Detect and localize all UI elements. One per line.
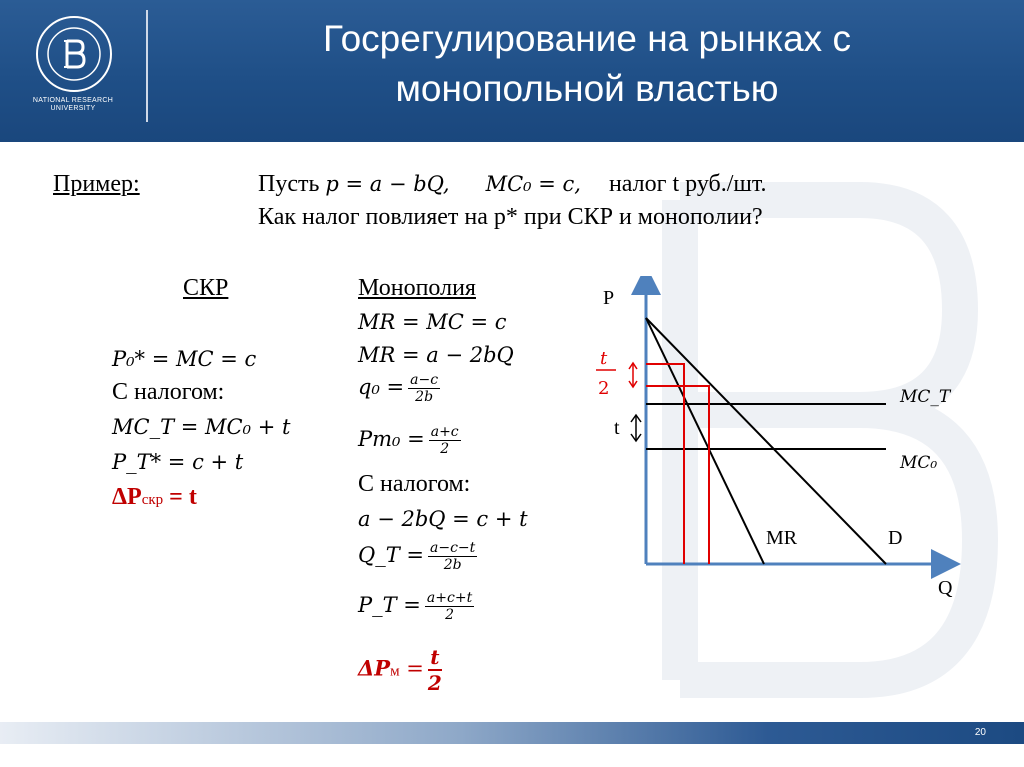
delta-den-m: 2 <box>427 671 442 695</box>
t2-num-label: t <box>600 348 608 369</box>
pm0-num: a+c <box>430 424 459 440</box>
right-col-heading: Монополия <box>358 275 476 301</box>
right-col-line1: MR = MC = c <box>358 310 507 334</box>
slide-title-line2: монопольной властью <box>395 68 779 109</box>
example-label: Пример: <box>53 171 140 197</box>
monopoly-p0-guide <box>646 386 709 564</box>
pm0-lhs: Pm₀ = <box>358 427 425 452</box>
mc0-label: MC₀ <box>900 453 938 473</box>
tax-text: налог t руб./шт. <box>608 171 767 197</box>
pt-lhs: P_T = <box>358 593 421 618</box>
example-question: Как налог повлияет на p* при СКР и монополии? <box>258 204 763 230</box>
right-col-line5: С налогом: <box>358 471 471 497</box>
example-prefix: Пусть <box>258 171 320 197</box>
mc-formula: MC₀ = c, <box>485 172 581 196</box>
right-col-result <box>358 645 442 695</box>
delta-num-m: t <box>428 645 442 671</box>
delta-eq-m: = <box>399 656 424 681</box>
monopoly-pt-guide <box>646 364 684 564</box>
q0-den: 2b <box>415 389 434 405</box>
right-col-line6: a − 2bQ = c + t <box>358 507 528 531</box>
demand-formula: p = a − bQ, <box>325 172 450 196</box>
left-col-result <box>112 483 197 514</box>
right-col-line7 <box>358 540 477 573</box>
delta-rest-skr: = t <box>163 484 197 510</box>
right-col-line4 <box>358 424 461 457</box>
left-col-heading: СКР <box>183 275 229 301</box>
qt-lhs: Q_T = <box>358 543 424 568</box>
logo-caption-line1: NATIONAL RESEARCH <box>32 97 114 104</box>
q-axis-label: Q <box>938 577 953 599</box>
delta-sub-m: м <box>390 663 400 680</box>
pm0-den: 2 <box>440 441 450 457</box>
university-logo <box>34 14 114 94</box>
delta-sub-skr: скр <box>141 492 164 508</box>
delta-p-skr: ΔP <box>112 484 142 510</box>
header-divider <box>146 10 148 122</box>
slide-footer <box>0 722 1024 744</box>
qt-den: 2b <box>443 557 462 573</box>
q0-num: a−c <box>410 372 439 388</box>
logo-caption-line2: UNIVERSITY <box>50 105 96 112</box>
left-col-line4: P_T* = c + t <box>112 450 244 474</box>
monopoly-tax-diagram <box>586 276 980 612</box>
left-col-line3: MC_T = MC₀ + t <box>112 415 291 439</box>
pt-num: a+c+t <box>426 590 473 606</box>
pt-den: 2 <box>445 607 455 623</box>
right-col-line8 <box>358 590 474 623</box>
p-axis-label: P <box>603 287 615 309</box>
delta-fraction-m <box>428 645 442 695</box>
left-col-line1: P₀* = MC = c <box>112 347 257 371</box>
mr-label: MR <box>766 527 798 549</box>
right-col-line3 <box>358 372 440 405</box>
right-col-line2: MR = a − 2bQ <box>358 343 514 367</box>
d-label: D <box>888 527 903 549</box>
pm0-fraction <box>429 424 461 457</box>
delta-p-m: ΔP <box>358 655 391 681</box>
slide-header <box>0 0 1024 142</box>
mct-label: MC_T <box>900 387 951 407</box>
left-col-line2: С налогом: <box>112 379 225 405</box>
slide-title <box>150 14 1024 114</box>
t2-den-label: 2 <box>598 378 610 399</box>
qt-num: a−c−t <box>430 540 476 556</box>
q0-fraction <box>408 372 440 405</box>
q0-lhs: q₀ = <box>358 375 405 400</box>
pt-fraction <box>425 590 474 623</box>
slide-title-line1: Госрегулирование на рынках с <box>323 18 851 59</box>
example-line1 <box>258 170 767 198</box>
qt-fraction <box>428 540 477 573</box>
t-label: t <box>614 417 620 439</box>
page-number: 20 <box>974 727 986 738</box>
mr-line <box>646 318 764 564</box>
logo-caption <box>24 97 122 113</box>
